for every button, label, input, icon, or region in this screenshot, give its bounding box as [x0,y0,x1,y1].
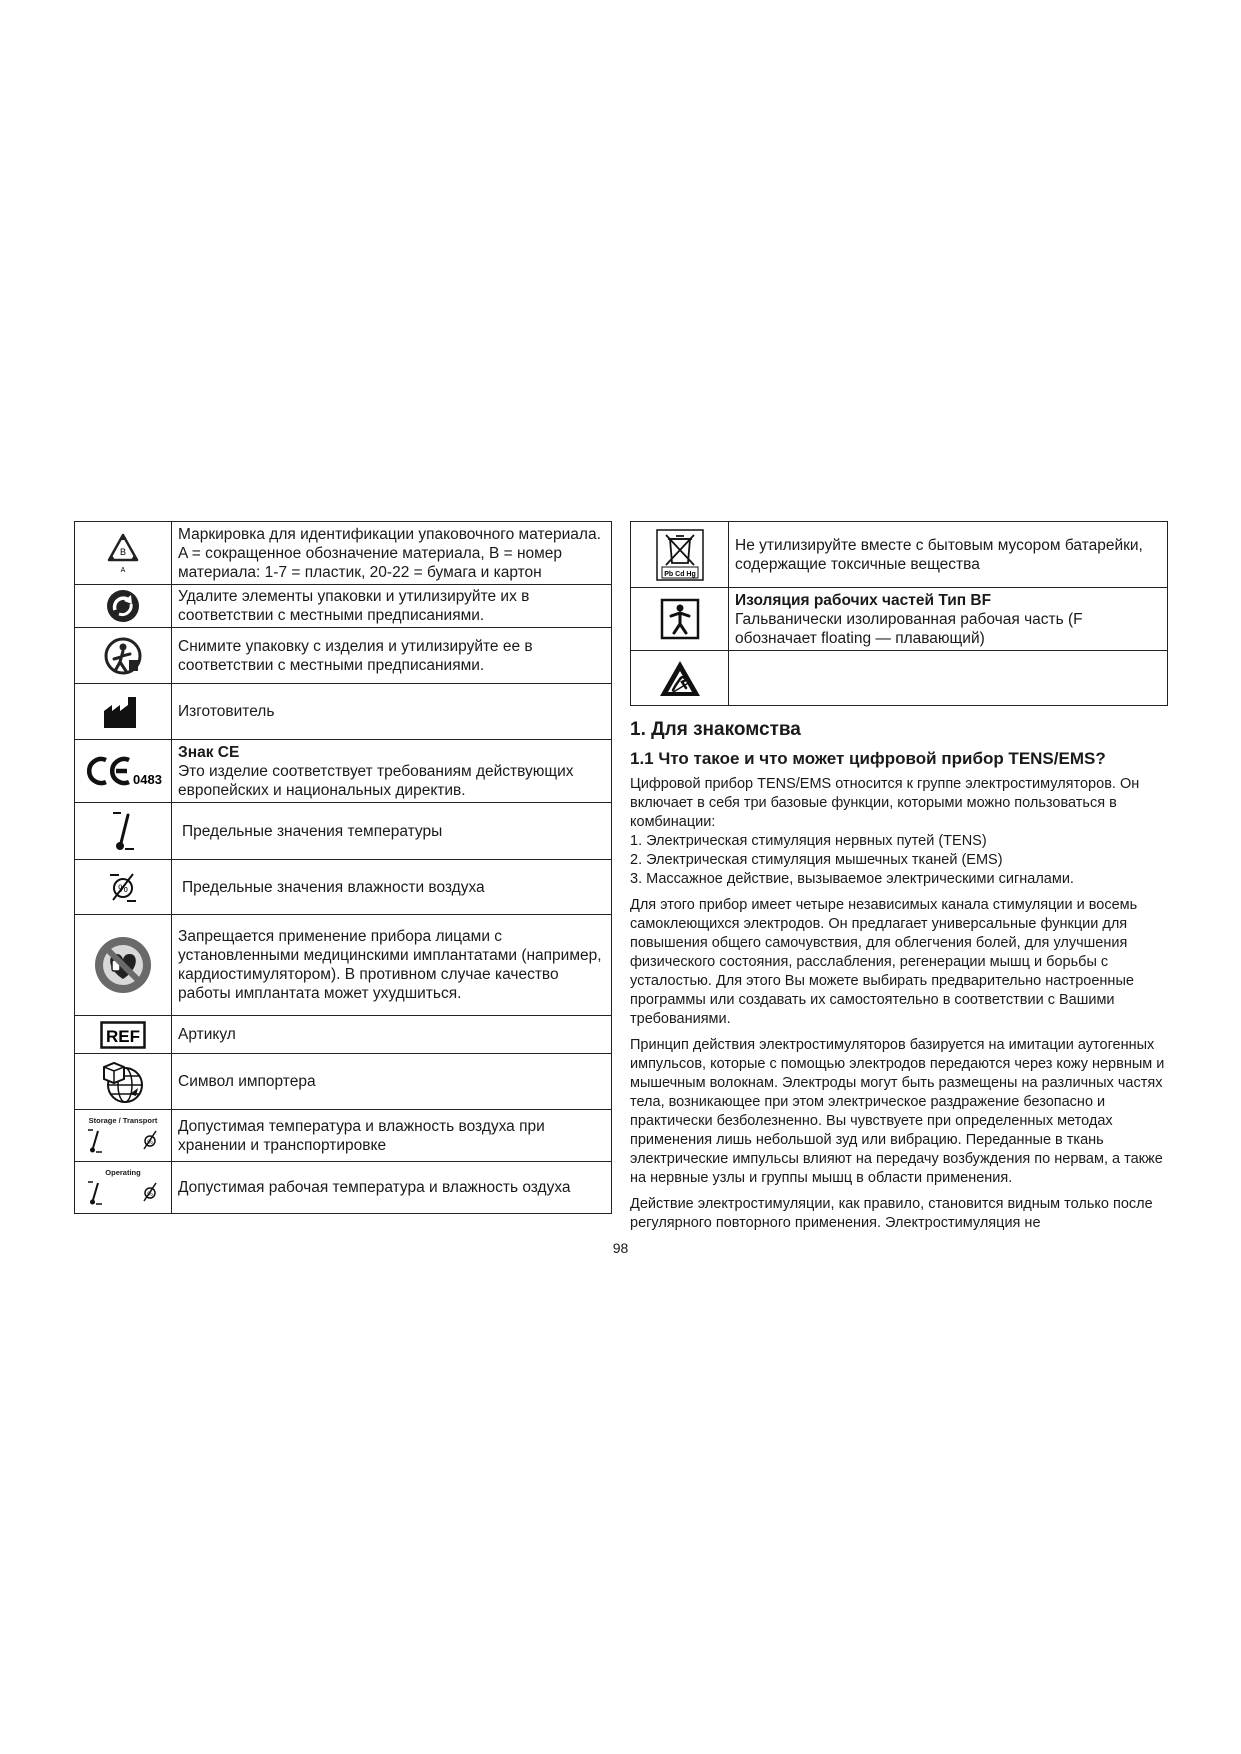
symbol-description [172,803,612,860]
symbol-description [172,860,612,915]
thermometer-icon [108,809,138,853]
icon-cell [75,860,172,915]
svg-text:A: A [120,567,126,574]
icon-cell [631,651,729,706]
importer-icon [100,1059,146,1105]
type-bf-text: Гальванически изолированная рабочая часть (F обозначает floating — плавающий) [735,610,1083,647]
paragraph: Принцип действия электростимуляторов базируется на имитации аутогенных импульсов, которые с помощью электродов передаются через кожу нервным и мышечным волокнам. Электроды могут быть размещены на различных частях тела, возникающее при этом электрическое раздражение безопасно и практически безболезненно. Вы чувствуете при определенных методах применения лишь небольшой зуд или вибрацию. Переданные в ткань электрические импульсы влияют на передачу возбуждения по нервам, а также на нервные узлы и группы мышц в области применения. [630,1037,1165,1186]
table-row [75,1110,612,1162]
type-bf-icon [660,598,700,640]
icon-cell [75,915,172,1016]
icon-cell [75,522,172,585]
table-row [75,628,612,684]
no-implant-icon [92,934,154,996]
list-item: 3. Массажное действие, вызываемое электрическими сигналами. [630,871,1074,887]
svg-text:%: % [147,1192,153,1198]
operating-icon [75,1179,171,1207]
svg-text:%: % [147,1140,153,1146]
intro-paragraph: Цифровой прибор TENS/EMS относится к группе электростимуляторов. Он включает в себя три базовые функции, которыми можно пользоваться в комбинации: [630,776,1140,830]
symbol-description: Артикул [172,1016,612,1054]
symbols-table-left [74,521,612,1214]
symbol-description: Запрещается применение прибора лицами с установленными медицинскими имплантатами (например, кардиостимулятором). В противном случае качество работы имплантата может ухудшиться. [172,915,612,1016]
paragraph: Действие электростимуляции, как правило, становится видным только после регулярного повторного применения. Электростимуляция не [630,1196,1153,1231]
type-bf-title: Изоляция рабочих частей Тип BF [735,591,992,609]
thermometer-text: Предельные значения температуры [182,822,443,840]
icon-cell [631,588,729,651]
battery-disposal-icon [656,529,704,581]
icon-cell [75,1110,172,1162]
list-item: 1. Электрическая стимуляция нервных путей (TENS) [630,833,987,849]
icon-cell [75,684,172,740]
esd-warning-icon [658,658,702,698]
table-row [631,651,1168,706]
humidity-text: Предельные значения влажности воздуха [182,878,485,896]
symbol-description [172,740,612,803]
subsection-heading: 1.1 Что такое и что может цифровой прибор TENS/EMS? [630,749,1106,768]
operating-caption: Operating [105,1168,141,1177]
symbol-description: Маркировка для идентификации упаковочного материала. A = сокращенное обозначение материала, B = номер материала: 1-7 = пластик, 20-22 = бумага и картон [172,522,612,585]
table-row [75,803,612,860]
table-row [75,740,612,803]
section-heading: 1. Для знакомства [630,719,801,740]
symbol-description: Удалите элементы упаковки и утилизируйте их в соответствии с местными предписаниями. [172,585,612,628]
storage-transport-icon [75,1127,171,1155]
symbol-description: Изготовитель [172,684,612,740]
icon-cell [75,585,172,628]
humidity-icon [103,867,143,907]
table-row [75,860,612,915]
svg-text:REF: REF [106,1026,140,1046]
symbol-description: Допустимая рабочая температура и влажность оздуха [172,1162,612,1214]
table-row [75,522,612,585]
svg-text:%: % [118,883,128,895]
humidity-icon [139,1127,161,1153]
icon-cell [75,1016,172,1054]
table-row [75,684,612,740]
symbol-description [729,588,1168,651]
icon-cell [75,803,172,860]
table-row [75,1016,612,1054]
dispose-packaging-icon [102,635,144,677]
icon-cell [75,628,172,684]
intro-section [630,719,1170,1240]
humidity-icon [139,1179,161,1205]
manufacturer-icon [102,695,144,729]
table-row [75,915,612,1016]
icon-cell [75,740,172,803]
table-row [75,585,612,628]
list-item: 2. Электрическая стимуляция мышечных тканей (EMS) [630,852,1003,868]
symbol-description [729,651,1168,706]
svg-text:0483: 0483 [133,772,162,787]
ce-text: Это изделие соответствует требованиям действующих европейских и национальных директив. [178,762,574,799]
ce-mark-icon [80,751,166,791]
ref-icon [100,1021,146,1049]
table-row [631,522,1168,588]
symbol-description: Снимите упаковку с изделия и утилизируйте ее в соответствии с местными предписаниями. [172,628,612,684]
recycle-arrow-icon [105,588,141,624]
symbol-description: Не утилизируйте вместе с бытовым мусором батарейки, содержащие токсичные вещества [729,522,1168,588]
storage-transport-caption: Storage / Transport [88,1116,158,1125]
table-row [75,1054,612,1110]
table-row [75,1162,612,1214]
svg-text:Pb Cd Hg: Pb Cd Hg [663,570,696,578]
symbol-description: Символ импортера [172,1054,612,1110]
ce-title: Знак CE [178,743,240,761]
icon-cell [75,1054,172,1110]
thermometer-icon [85,1179,105,1207]
symbol-description: Допустимая температура и влажность воздуха при хранении и транспортировке [172,1110,612,1162]
recycling-code-icon [100,530,146,576]
thermometer-icon [85,1127,105,1155]
svg-text:B: B [119,547,127,557]
icon-cell [75,1162,172,1214]
icon-cell [631,522,729,588]
table-row [631,588,1168,651]
paragraph: Для этого прибор имеет четыре независимых канала стимуляции и восемь самоклеющихся электродов. Он предлагает универсальные функции для повышения общего самочувствия, для облегчения болей, для улучшения физического состояния, расслабления, регенерации мышц и борьбы с усталостью. Для этого Вы можете выбирать предварительно настроенные программы или создавать их самостоятельно в соответствии с Вашими требованиями. [630,897,1138,1027]
symbols-table-right [630,521,1168,706]
page-number: 98 [612,1240,629,1256]
